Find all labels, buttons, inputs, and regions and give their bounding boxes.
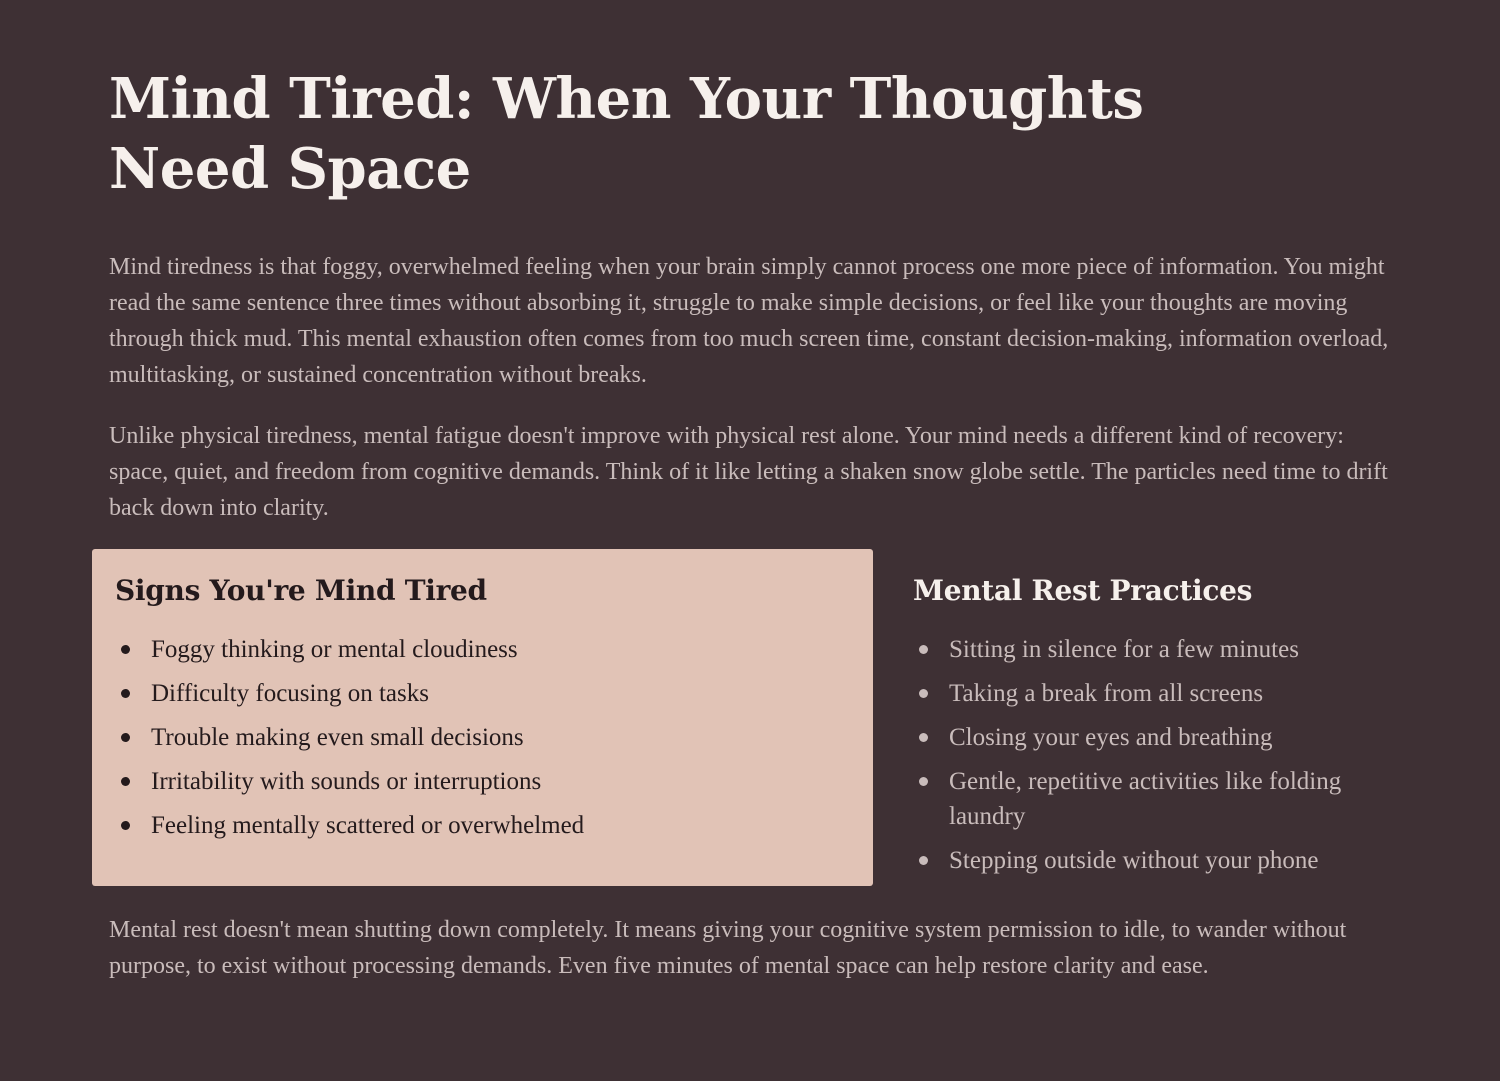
list-item — [115, 632, 855, 667]
bullet-icon — [121, 645, 130, 654]
list-item-label: Difficulty focusing on tasks — [151, 680, 429, 707]
signs-list — [115, 632, 855, 852]
list-item — [913, 632, 1383, 667]
practices-heading: Mental Rest Practices — [913, 574, 1253, 607]
bullet-icon — [121, 689, 130, 698]
list-item — [913, 720, 1383, 755]
bullet-icon — [919, 733, 928, 742]
list-item-label: Irritability with sounds or interruptions — [151, 768, 542, 795]
practices-list — [913, 632, 1383, 887]
bullet-icon — [919, 645, 928, 654]
list-item-label: Sitting in silence for a few minutes — [949, 636, 1299, 663]
list-item — [115, 676, 855, 711]
list-item-label: Closing your eyes and breathing — [949, 724, 1273, 751]
intro-paragraph: Unlike physical tiredness, mental fatigue doesn't improve with physical rest alone. Your mind needs a different kind of recovery: space, quiet, and freedom from cognitive demands. Think of it like letting a shaken snow globe settle. The particles need time to drift back down into clarity. — [109, 423, 1388, 521]
signs-heading: Signs You're Mind Tired — [115, 574, 487, 607]
list-item-label: Stepping outside without your phone — [949, 847, 1319, 874]
list-item-label: Feeling mentally scattered or overwhelmed — [151, 812, 585, 839]
bullet-icon — [919, 856, 928, 865]
closing-paragraph: Mental rest doesn't mean shutting down completely. It means giving your cognitive system permission to idle, to wander without purpose, to exist without processing demands. Even five minutes of mental space can help restore clarity and ease. — [109, 917, 1347, 979]
page-title: Mind Tired: When Your Thoughts Need Space — [109, 66, 1144, 202]
list-item — [913, 764, 1383, 834]
bullet-icon — [919, 777, 928, 786]
list-item-label: Trouble making even small decisions — [151, 724, 524, 751]
list-item-label: Foggy thinking or mental cloudiness — [151, 636, 518, 663]
list-item-label: Taking a break from all screens — [949, 680, 1264, 707]
intro-paragraph: Mind tiredness is that foggy, overwhelmed feeling when your brain simply cannot process one more piece of information. You might read the same sentence three times without absorbing it, struggle to make simple decisions, or feel like your thoughts are moving through thick mud. This mental exhaustion often comes from too much screen time, constant decision-making, information overload, multitasking, or sustained concentration without breaks. — [109, 254, 1389, 388]
bullet-icon — [919, 689, 928, 698]
list-item — [115, 808, 855, 843]
bullet-icon — [121, 733, 130, 742]
list-item — [913, 843, 1383, 878]
bullet-icon — [121, 777, 130, 786]
list-item — [115, 764, 855, 799]
list-item — [913, 676, 1383, 711]
list-item-label: Gentle, repetitive activities like folding laundry — [949, 768, 1342, 830]
list-item — [115, 720, 855, 755]
bullet-icon — [121, 821, 130, 830]
